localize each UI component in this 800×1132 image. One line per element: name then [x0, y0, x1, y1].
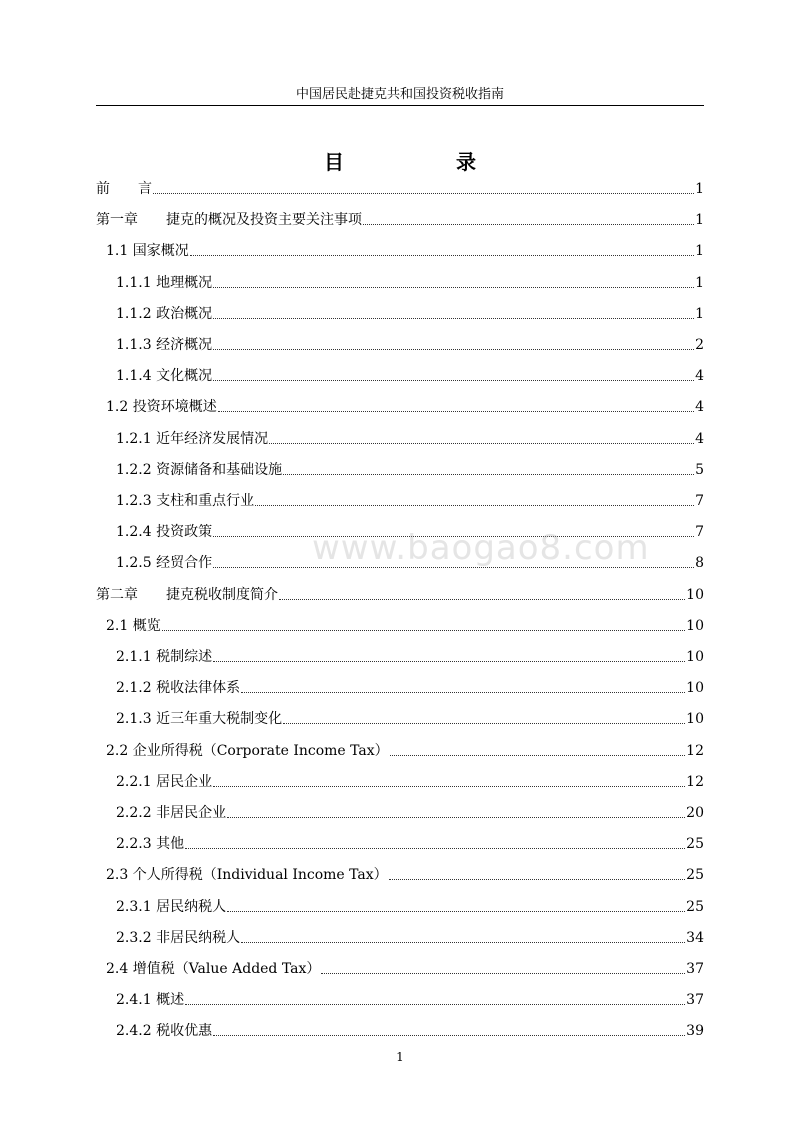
toc-entry-page: 34	[686, 929, 704, 946]
toc-entry-page: 10	[686, 649, 704, 665]
toc-entry[interactable]	[116, 272, 704, 294]
toc-entry-label: 1.1.3 经济概况	[116, 337, 213, 353]
toc-entry-page: 20	[686, 805, 704, 821]
toc-dot-leader	[162, 630, 685, 631]
toc-dot-leader	[283, 723, 685, 724]
toc-entry[interactable]	[106, 396, 704, 418]
toc-entry-label: 1.2.3 支柱和重点行业	[116, 493, 255, 509]
watermark: www.baogao8.com	[312, 528, 650, 568]
toc-entry-label: 2.1 概览	[106, 617, 161, 634]
toc-entry-label: 1.2.5 经贸合作	[116, 555, 213, 572]
toc-entry[interactable]	[116, 490, 704, 512]
toc-entry[interactable]	[116, 552, 704, 574]
toc-entry-label: 2.1.2 税收法律体系	[116, 680, 241, 697]
toc-entry[interactable]	[116, 646, 704, 668]
toc-dot-leader	[213, 536, 694, 537]
toc-dot-leader	[190, 255, 694, 256]
toc-entry-page: 37	[686, 992, 704, 1009]
toc-entry-label: 1.2.2 资源储备和基础设施	[116, 461, 283, 478]
toc-entry[interactable]	[106, 864, 704, 886]
toc-entry[interactable]	[116, 334, 704, 356]
toc-entry-page: 7	[695, 524, 704, 541]
toc-entry-label: 1.1.4 文化概况	[116, 368, 213, 385]
toc-entry-page: 25	[686, 867, 704, 884]
toc-entry-label: 2.2.1 居民企业	[116, 773, 213, 790]
toc-entry[interactable]	[96, 584, 704, 606]
toc-entry-page: 1	[695, 212, 704, 229]
toc-entry-page: 4	[695, 399, 704, 416]
toc-entry-label: 2.3.2 非居民纳税人	[116, 929, 241, 946]
toc-dot-leader	[390, 755, 686, 756]
toc-dot-leader	[213, 349, 694, 350]
toc-entry-label: 第二章 捷克税收制度简介	[96, 586, 278, 603]
toc-dot-leader	[213, 1035, 685, 1036]
toc-entry[interactable]	[96, 178, 704, 200]
toc-entry-label: 2.3 个人所得税（Individual Income Tax）	[106, 867, 388, 884]
toc-entry-page: 10	[686, 617, 704, 634]
toc-entry-label: 2.4 增值税（Value Added Tax）	[106, 961, 321, 977]
toc-entry[interactable]	[106, 740, 704, 762]
toc-dot-leader	[213, 786, 685, 787]
toc-entry-label: 1.1.2 政治概况	[116, 305, 213, 322]
toc-entry-page: 4	[695, 368, 704, 385]
toc-entry[interactable]	[116, 989, 704, 1011]
toc-entry[interactable]	[106, 958, 704, 980]
toc-entry-label: 2.1.3 近三年重大税制变化	[116, 711, 283, 728]
toc-dot-leader	[389, 879, 686, 880]
toc-dot-leader	[255, 505, 694, 506]
toc-entry-page: 25	[686, 898, 704, 915]
toc-dot-leader	[269, 443, 694, 444]
toc-entry[interactable]	[116, 677, 704, 699]
toc-entry-page: 12	[686, 773, 704, 790]
toc-entry[interactable]	[116, 428, 704, 450]
toc-entry-label: 1.2.4 投资政策	[116, 524, 213, 541]
header-rule	[96, 105, 704, 106]
toc-entry-page: 39	[686, 1023, 704, 1040]
toc-dot-leader	[363, 224, 694, 225]
toc-entry-page: 10	[686, 586, 704, 603]
toc-entry[interactable]	[116, 896, 704, 918]
toc-entry-label: 第一章 捷克的概况及投资主要关注事项	[96, 212, 362, 229]
toc-entry[interactable]	[116, 708, 704, 730]
toc-dot-leader	[279, 599, 685, 600]
toc-dot-leader	[213, 287, 694, 288]
toc-entry-label: 2.2 企业所得税（Corporate Income Tax）	[106, 742, 389, 759]
toc-dot-leader	[321, 973, 685, 974]
toc-entry[interactable]	[106, 240, 704, 262]
toc-entry-label: 1.1.1 地理概况	[116, 274, 213, 291]
toc-entry-label: 2.1.1 税制综述	[116, 649, 213, 665]
toc-entry-label: 前 言	[96, 181, 152, 197]
toc-entry-page: 37	[686, 961, 704, 977]
toc-entry-page: 4	[695, 430, 704, 447]
toc-entry[interactable]	[116, 1020, 704, 1042]
toc-dot-leader	[213, 567, 694, 568]
toc-dot-leader	[241, 692, 685, 693]
toc-dot-leader	[218, 411, 694, 412]
toc-entry-page: 10	[686, 711, 704, 728]
toc-entry-label: 1.2.1 近年经济发展情况	[116, 430, 269, 447]
toc-entry-label: 2.4.2 税收优惠	[116, 1023, 213, 1040]
toc-entry[interactable]	[116, 365, 704, 387]
toc-dot-leader	[185, 1004, 685, 1005]
toc-entry[interactable]	[116, 927, 704, 949]
toc-entry[interactable]	[116, 303, 704, 325]
toc-entry-page: 12	[686, 742, 704, 759]
toc-dot-leader	[227, 911, 685, 912]
toc-entry-page: 7	[695, 493, 704, 509]
toc-entry[interactable]	[116, 802, 704, 824]
toc-title: 目 录	[324, 150, 522, 174]
toc-dot-leader	[213, 318, 694, 319]
toc-entry[interactable]	[116, 459, 704, 481]
toc-dot-leader	[153, 193, 694, 194]
toc-entry-page: 1	[695, 243, 704, 260]
toc-entry[interactable]	[106, 615, 704, 637]
toc-entry-page: 5	[695, 461, 704, 478]
page-number: 1	[396, 1050, 404, 1064]
toc-dot-leader	[283, 474, 694, 475]
toc-entry-label: 1.2 投资环境概述	[106, 399, 217, 416]
toc-entry-page: 1	[695, 181, 704, 197]
toc-dot-leader	[213, 661, 685, 662]
toc-entry[interactable]	[116, 833, 704, 855]
toc-entry-page: 10	[686, 680, 704, 697]
toc-entry-page: 1	[695, 305, 704, 322]
toc-entry-label: 2.4.1 概述	[116, 992, 185, 1009]
toc-entry-label: 1.1 国家概况	[106, 243, 189, 260]
toc-entry-label: 2.2.2 非居民企业	[116, 805, 227, 821]
toc-entry-label: 2.3.1 居民纳税人	[116, 898, 227, 915]
toc-entry-label: 2.2.3 其他	[116, 836, 185, 853]
running-header: 中国居民赴捷克共和国投资税收指南	[295, 87, 504, 102]
toc-entry[interactable]	[116, 521, 704, 543]
toc-dot-leader	[185, 848, 685, 849]
toc-dot-leader	[227, 817, 685, 818]
toc-entry-page: 2	[695, 337, 704, 353]
toc-entry[interactable]	[116, 771, 704, 793]
toc-entry[interactable]	[96, 209, 704, 231]
toc-dot-leader	[213, 380, 694, 381]
toc-entry-page: 1	[695, 274, 704, 291]
toc-dot-leader	[241, 942, 685, 943]
toc-entry-page: 8	[695, 555, 704, 572]
toc-entry-page: 25	[686, 836, 704, 853]
